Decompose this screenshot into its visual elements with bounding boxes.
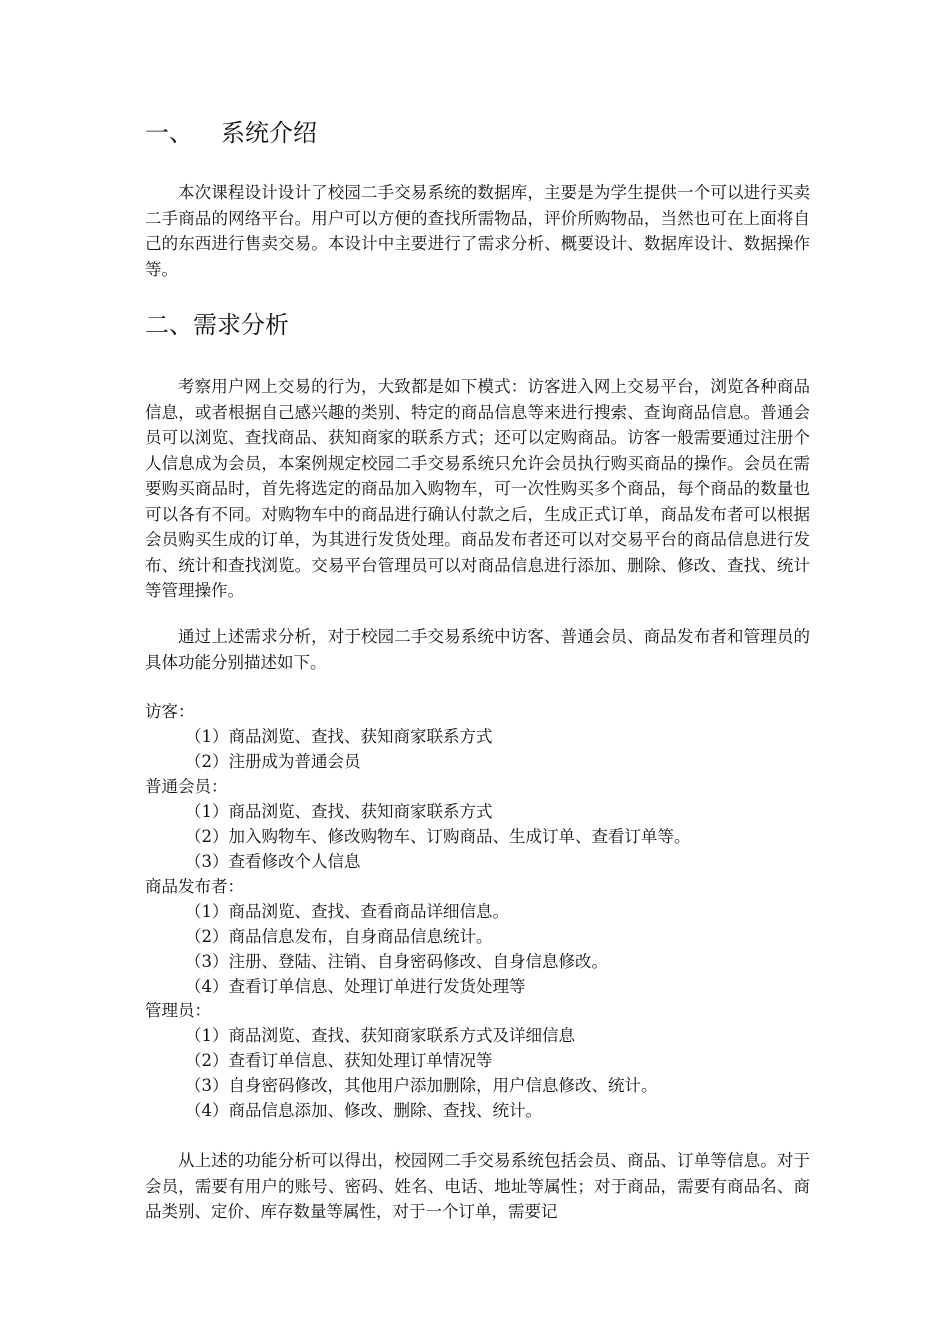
role-title-visitor: 访客： [145,702,195,721]
role-item: （1）商品浏览、查找、查看商品详细信息。 [185,902,509,921]
role-item: （1）商品浏览、查找、获知商家联系方式 [185,727,493,746]
role-item: （4）查看订单信息、处理订单进行发货处理等 [185,977,526,996]
role-item: （1）商品浏览、查找、获知商家联系方式及详细信息 [185,1026,575,1045]
role-item: （3）注册、登陆、注销、自身密码修改、自身信息修改。 [185,952,608,971]
role-item: （2）商品信息发布，自身商品信息统计。 [185,927,493,946]
section2-heading: 二、需求分析 [145,311,289,339]
section2-paragraph-2: 通过上述需求分析，对于校园二手交易系统中访客、普通会员、商品发布者和管理员的具体功能分别描述如下。 [145,627,810,672]
role-item: （3）查看修改个人信息 [185,852,361,871]
role-item: （1）商品浏览、查找、获知商家联系方式 [185,802,493,821]
section2-paragraph-1: 考察用户网上交易的行为，大致都是如下模式：访客进入网上交易平台，浏览各种商品信息，或者根据自己感兴趣的类别、特定的商品信息等来进行搜索、查询商品信息。普通会员可以浏览、查找商品、获知商家的联系方式；还可以定购商品。访客一般需要通过注册个人信息成为会员，本案例规定校园二手交易系统只允许会员执行购买商品的操作。会员在需要购买商品时，首先将选定的商品加入购物车，可一次性购买多个商品，每个商品的数量也可以各有不同。对购物车中的商品进行确认付款之后，生成正式订单，商品发布者可以根据会员购买生成的订单，为其进行发货处理。商品发布者还可以对交易平台的商品信息进行发布、统计和查找浏览。交易平台管理员可以对商品信息进行添加、删除、修改、查找、统计等管理操作。 [145,377,810,600]
role-title-member: 普通会员： [145,777,228,796]
role-item: （2）查看订单信息、获知处理订单情况等 [185,1051,493,1070]
role-title-admin: 管理员： [145,1001,211,1020]
role-item: （3）自身密码修改，其他用户添加删除，用户信息修改、统计。 [185,1076,658,1095]
role-item: （2）注册成为普通会员 [185,752,361,771]
section1-paragraph: 本次课程设计设计了校园二手交易系统的数据库，主要是为学生提供一个可以进行买卖二手商品的网络平台。用户可以方便的查找所需物品，评价所购物品，当然也可在上面将自己的东西进行售卖交易。本设计中主要进行了需求分析、概要设计、数据库设计、数据操作等。 [145,183,810,279]
section2-paragraph-3: 从上述的功能分析可以得出，校园网二手交易系统包括会员、商品、订单等信息。对于会员，需要有用户的账号、密码、姓名、电话、地址等属性；对于商品，需要有商品名、商品类别、定价、库存数量等属性，对于一个订单，需要记 [145,1151,810,1221]
section1-heading [145,118,317,148]
section1-heading-title: 系统介绍 [221,119,317,147]
section1-heading-number: 一、 [145,119,193,147]
role-item: （2）加入购物车、修改购物车、订购商品、生成订单、查看订单等。 [185,827,691,846]
role-item: （4）商品信息添加、修改、删除、查找、统计。 [185,1101,542,1120]
role-title-publisher: 商品发布者： [145,877,244,896]
